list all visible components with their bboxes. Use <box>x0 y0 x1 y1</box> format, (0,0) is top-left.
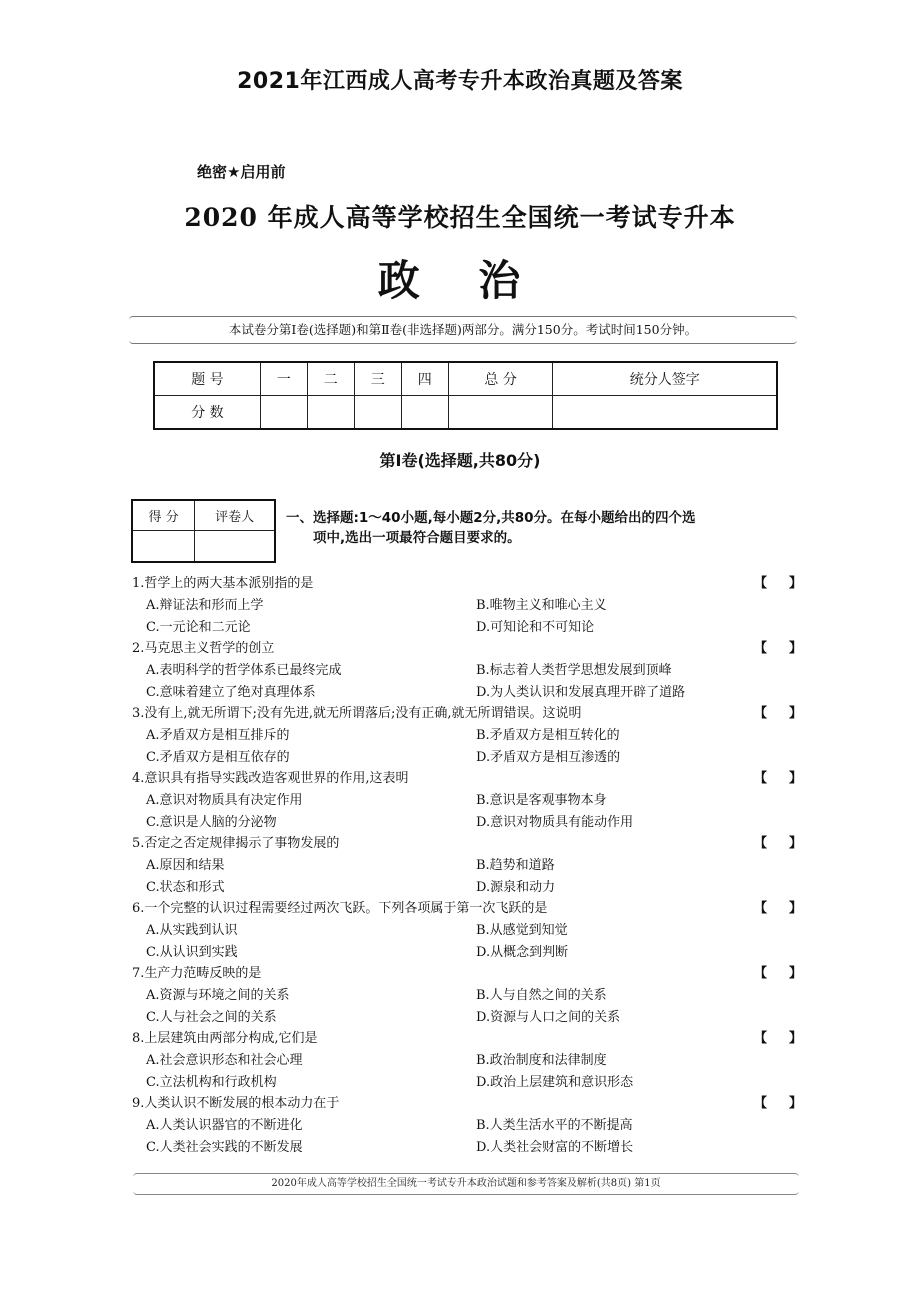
option-a: A.人类认识器官的不断进化 <box>146 1118 303 1133</box>
option-d: D.可知论和不可知论 <box>476 620 595 635</box>
question-stem: 4.意识具有指导实践改造客观世界的作用,这表明 <box>132 771 409 786</box>
option-a: A.矛盾双方是相互排斥的 <box>146 728 290 743</box>
score-header-cell: 题 号 <box>154 362 260 396</box>
option-b: B.标志着人类哲学思想发展到顶峰 <box>476 663 672 678</box>
option-b: B.矛盾双方是相互转化的 <box>476 728 620 743</box>
score-table-header-row <box>154 362 777 396</box>
question-stem: 8.上层建筑由两部分构成,它们是 <box>132 1031 318 1046</box>
answer-bracket: 【 】 <box>754 966 802 981</box>
exam-note: 本试卷分第Ⅰ卷(选择题)和第Ⅱ卷(非选择题)两部分。满分150分。考试时间150分钟。 <box>129 316 797 344</box>
option-a: A.资源与环境之间的关系 <box>146 988 290 1003</box>
option-b: B.人与自然之间的关系 <box>476 988 607 1003</box>
document-title: 2021年江西成人高考专升本政治真题及答案 <box>237 69 683 94</box>
option-d: D.从概念到判断 <box>476 945 569 960</box>
score-cell <box>354 396 401 430</box>
instruction-line: 一、选择题:1～40小题,每小题2分,共80分。在每小题给出的四个选 <box>286 510 696 526</box>
question-item <box>132 962 812 1027</box>
question-stem: 1.哲学上的两大基本派别指的是 <box>132 576 314 591</box>
score-cell <box>448 396 553 430</box>
section-instruction <box>286 508 806 548</box>
score-table-value-row <box>154 396 777 430</box>
option-a: A.意识对物质具有决定作用 <box>146 793 303 808</box>
score-cell <box>401 396 448 430</box>
option-c: C.意味着建立了绝对真理体系 <box>146 685 316 700</box>
option-a: A.表明科学的哲学体系已最终完成 <box>146 663 342 678</box>
question-item <box>132 767 812 832</box>
confidential-label: 绝密★启用前 <box>197 163 286 181</box>
question-stem: 6.一个完整的认识过程需要经过两次飞跃。下列各项属于第一次飞跃的是 <box>132 901 548 916</box>
question-item <box>132 1092 812 1157</box>
exam-title: 2020 年成人高等学校招生全国统一考试专升本 <box>184 203 736 232</box>
grader-score-label: 得 分 <box>132 500 195 530</box>
answer-bracket: 【 】 <box>754 901 802 916</box>
option-d: D.源泉和动力 <box>476 880 556 895</box>
option-c: C.人与社会之间的关系 <box>146 1010 277 1025</box>
option-b: B.唯物主义和唯心主义 <box>476 598 607 613</box>
option-d: D.人类社会财富的不断增长 <box>476 1140 634 1155</box>
answer-bracket: 【 】 <box>754 771 802 786</box>
score-cell <box>260 396 307 430</box>
option-b: B.趋势和道路 <box>476 858 555 873</box>
score-header-cell: 一 <box>260 362 307 396</box>
option-c: C.人类社会实践的不断发展 <box>146 1140 303 1155</box>
option-a: A.原因和结果 <box>146 858 225 873</box>
instruction-line: 项中,选出一项最符合题目要求的。 <box>313 530 521 546</box>
score-cell <box>553 396 777 430</box>
question-stem: 7.生产力范畴反映的是 <box>132 966 262 981</box>
subject-title: 政 治 <box>377 256 543 305</box>
answer-bracket: 【 】 <box>754 836 802 851</box>
score-cell <box>307 396 354 430</box>
question-stem: 5.否定之否定规律揭示了事物发展的 <box>132 836 340 851</box>
page-footer: 2020年成人高等学校招生全国统一考试专升本政治试题和参考答案及解析(共8页) 第1页 <box>133 1173 799 1195</box>
score-header-cell: 统分人签字 <box>553 362 777 396</box>
question-stem: 3.没有上,就无所谓下;没有先进,就无所谓落后;没有正确,就无所谓错误。这说明 <box>132 706 582 721</box>
option-a: A.辩证法和形而上学 <box>146 598 264 613</box>
grader-table <box>131 499 276 563</box>
option-d: D.为人类认识和发展真理开辟了道路 <box>476 685 686 700</box>
option-d: D.矛盾双方是相互渗透的 <box>476 750 621 765</box>
question-item <box>132 832 812 897</box>
option-d: D.意识对物质具有能动作用 <box>476 815 634 830</box>
question-item <box>132 1027 812 1092</box>
score-header-cell: 三 <box>354 362 401 396</box>
answer-bracket: 【 】 <box>754 641 802 656</box>
option-d: D.资源与人口之间的关系 <box>476 1010 621 1025</box>
grader-name-label: 评卷人 <box>195 500 275 530</box>
question-item <box>132 637 812 702</box>
question-item <box>132 702 812 767</box>
option-c: C.意识是人脑的分泌物 <box>146 815 277 830</box>
score-header-cell: 二 <box>307 362 354 396</box>
option-a: A.社会意识形态和社会心理 <box>146 1053 303 1068</box>
option-b: B.政治制度和法律制度 <box>476 1053 607 1068</box>
score-header-cell: 四 <box>401 362 448 396</box>
option-a: A.从实践到认识 <box>146 923 238 938</box>
grader-name-cell <box>195 530 275 562</box>
section-heading: 第Ⅰ卷(选择题,共80分) <box>379 451 541 470</box>
question-item <box>132 572 812 637</box>
option-b: B.从感觉到知觉 <box>476 923 568 938</box>
score-header-cell: 总 分 <box>448 362 553 396</box>
option-c: C.立法机构和行政机构 <box>146 1075 277 1090</box>
option-b: B.意识是客观事物本身 <box>476 793 607 808</box>
answer-bracket: 【 】 <box>754 576 802 591</box>
option-c: C.矛盾双方是相互依存的 <box>146 750 290 765</box>
question-list <box>132 572 812 1157</box>
score-table <box>153 361 778 430</box>
option-c: C.一元论和二元论 <box>146 620 251 635</box>
answer-bracket: 【 】 <box>754 1031 802 1046</box>
option-c: C.状态和形式 <box>146 880 225 895</box>
option-d: D.政治上层建筑和意识形态 <box>476 1075 634 1090</box>
question-item <box>132 897 812 962</box>
question-stem: 9.人类认识不断发展的根本动力在于 <box>132 1096 340 1111</box>
answer-bracket: 【 】 <box>754 706 802 721</box>
question-stem: 2.马克思主义哲学的创立 <box>132 641 275 656</box>
option-b: B.人类生活水平的不断提高 <box>476 1118 633 1133</box>
score-row-label: 分 数 <box>154 396 260 430</box>
answer-bracket: 【 】 <box>754 1096 802 1111</box>
option-c: C.从认识到实践 <box>146 945 238 960</box>
grader-score-cell <box>132 530 195 562</box>
